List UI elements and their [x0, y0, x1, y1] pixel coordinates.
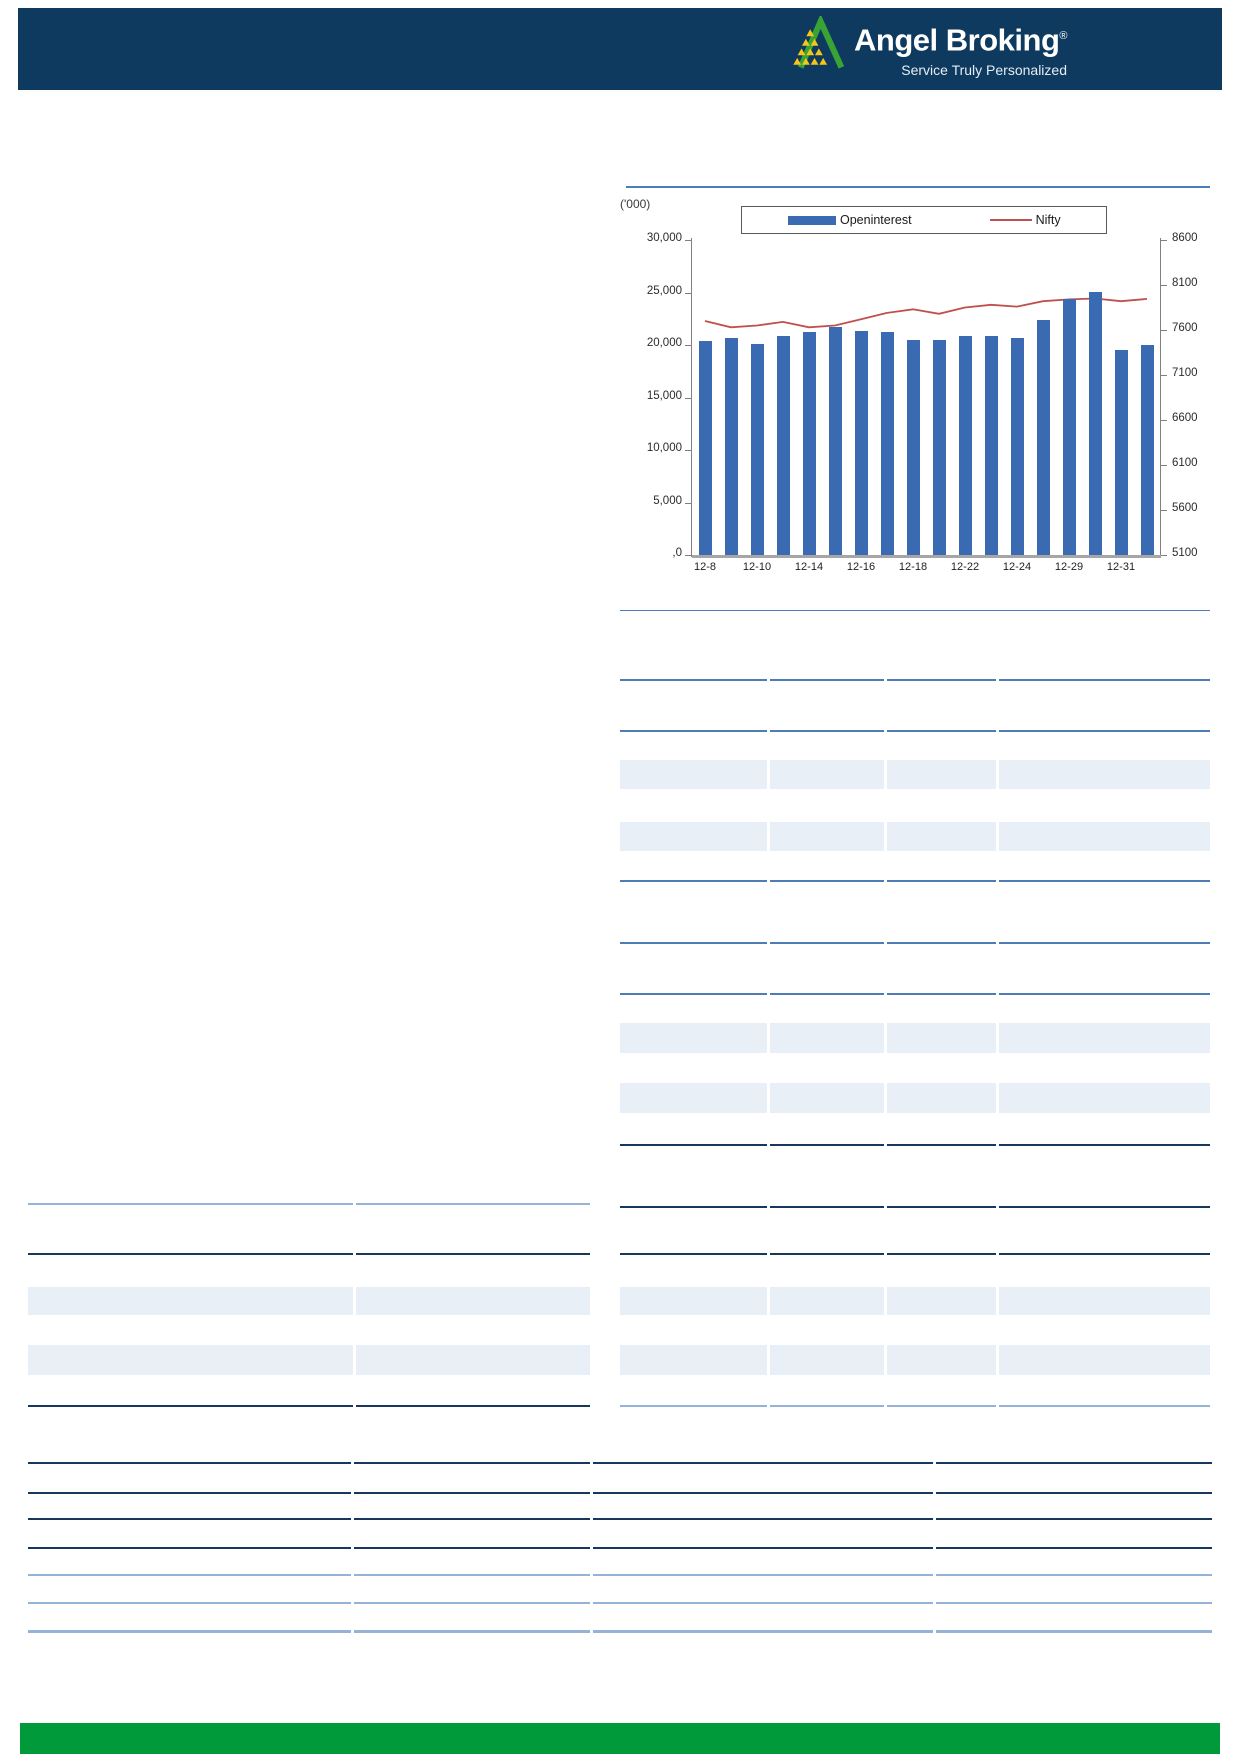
header-bar [18, 8, 1222, 90]
table-rule [28, 1630, 1212, 1633]
oi-bar-12-15 [829, 327, 842, 555]
left-axis-tick [685, 450, 691, 451]
oi-bar-12-21 [933, 340, 946, 555]
right-axis-tick [1161, 240, 1167, 241]
right-axis-tick-label: 6600 [1172, 412, 1198, 424]
right-axis-tick [1161, 420, 1167, 421]
table-row-band [28, 1345, 590, 1375]
oi-bar-12-18 [907, 340, 920, 555]
table-rule [620, 1405, 1210, 1407]
right-axis-tick [1161, 510, 1167, 511]
right-axis-tick-label: 7600 [1172, 322, 1198, 334]
right-axis-tick [1161, 465, 1167, 466]
oi-bar-12-17 [881, 332, 894, 555]
right-axis-tick-label: 7100 [1172, 367, 1198, 379]
right-axis-tick [1161, 330, 1167, 331]
logo-text [854, 16, 1067, 78]
oi-bar-12-14 [803, 332, 816, 555]
legend-nifty-label: Nifty [1035, 213, 1061, 227]
left-axis-tick [685, 503, 691, 504]
table-rule [620, 679, 1210, 681]
left-axis-tick-label: 25,000 [646, 285, 682, 297]
table-rule [620, 993, 1210, 995]
table-rule [620, 1206, 1210, 1208]
left-axis-tick-label: ,0 [672, 547, 682, 559]
table-row-band [620, 1345, 1210, 1375]
x-axis-baseline [692, 555, 1161, 558]
x-axis-tick-label: 12-29 [1054, 561, 1084, 573]
right-axis-tick [1161, 285, 1167, 286]
left-axis-tick-label: 5,000 [653, 495, 682, 507]
left-axis-tick [685, 555, 691, 556]
table-rule [620, 610, 1210, 611]
column-divider [884, 676, 887, 1410]
x-axis-tick-label: 12-24 [1002, 561, 1032, 573]
table-rule [28, 1462, 1212, 1464]
left-axis-tick-label: 10,000 [646, 442, 682, 454]
right-axis-tick-label: 8600 [1172, 232, 1198, 244]
column-divider [351, 1460, 354, 1635]
table-rule [28, 1253, 590, 1255]
left-axis-tick-label: 20,000 [646, 337, 682, 349]
table-rule [620, 1144, 1210, 1146]
chart-legend [741, 206, 1107, 234]
oi-bar-12-10 [751, 344, 764, 555]
x-axis-tick-label: 12-22 [950, 561, 980, 573]
registered-mark: ® [1059, 30, 1067, 42]
angel-broking-logo [792, 16, 1067, 78]
oi-bar-12-22 [959, 336, 972, 555]
left-axis-tick [685, 345, 691, 346]
oi-bar-12-16 [855, 331, 868, 555]
left-axis-tick-label: 30,000 [646, 232, 682, 244]
table-rule [620, 1253, 1210, 1255]
x-axis-tick-label: 12-10 [742, 561, 772, 573]
right-axis-tick-label: 5100 [1172, 547, 1198, 559]
left-axis-tick [685, 398, 691, 399]
table-rule [28, 1405, 590, 1407]
table-row-band [620, 760, 1210, 789]
legend-openinterest-label: Openinterest [840, 213, 912, 227]
x-axis-tick-label: 12-31 [1106, 561, 1136, 573]
table-row-band [620, 1083, 1210, 1113]
legend-openinterest [742, 213, 912, 227]
oi-bar-12-23 [985, 336, 998, 555]
openinterest-bar-swatch-icon [788, 216, 836, 225]
table-row-band [620, 822, 1210, 851]
table-rule [28, 1574, 1212, 1576]
oi-bar-12-24 [1011, 338, 1024, 555]
column-divider [353, 1200, 356, 1410]
footer-bar [20, 1723, 1220, 1754]
left-axis-tick [685, 293, 691, 294]
oi-bar-12-8 [699, 341, 712, 555]
chart-section-rule [626, 186, 1210, 188]
brand-tagline: Service Truly Personalized [901, 62, 1067, 79]
oi-bar-1-1 [1141, 345, 1154, 555]
legend-nifty [912, 213, 1061, 227]
oi-bar-12-31 [1115, 350, 1128, 555]
table-rule [28, 1547, 1212, 1549]
left-axis-tick [685, 240, 691, 241]
table-row-band [620, 1023, 1210, 1053]
right-axis-tick-label: 8100 [1172, 277, 1198, 289]
table-rule [28, 1518, 1212, 1520]
oi-bar-12-29 [1063, 299, 1076, 555]
right-axis-tick [1161, 375, 1167, 376]
column-divider [590, 1460, 593, 1635]
table-rule [28, 1203, 590, 1205]
table-row-band [28, 1287, 590, 1315]
column-divider [933, 1460, 936, 1635]
right-axis-tick [1161, 555, 1167, 556]
x-axis-tick-label: 12-18 [898, 561, 928, 573]
oi-bar-12-11 [777, 336, 790, 555]
oi-nifty-plot-area [692, 240, 1160, 555]
left-axis-tick-label: 15,000 [646, 390, 682, 402]
table-rule [620, 730, 1210, 732]
table-rule [28, 1492, 1212, 1494]
table-rule [28, 1602, 1212, 1604]
nifty-line-swatch-icon [990, 219, 1032, 221]
right-axis-tick-label: 5600 [1172, 502, 1198, 514]
oi-bar-12-28 [1037, 320, 1050, 555]
brand-name: Angel Broking® [854, 22, 1067, 58]
x-axis-tick-label: 12-14 [794, 561, 824, 573]
x-axis-tick-label: 12-16 [846, 561, 876, 573]
oi-bar-12-9 [725, 338, 738, 555]
table-rule [620, 942, 1210, 944]
table-rule [620, 880, 1210, 882]
column-divider [767, 676, 770, 1410]
x-axis-tick-label: 12-8 [693, 561, 717, 573]
oi-bar-12-30 [1089, 292, 1102, 555]
chart-unit-label: ('000) [620, 197, 651, 211]
right-axis-tick-label: 6100 [1172, 457, 1198, 469]
table-row-band [620, 1287, 1210, 1315]
logo-triangle-icon [792, 16, 844, 72]
column-divider [996, 676, 999, 1410]
